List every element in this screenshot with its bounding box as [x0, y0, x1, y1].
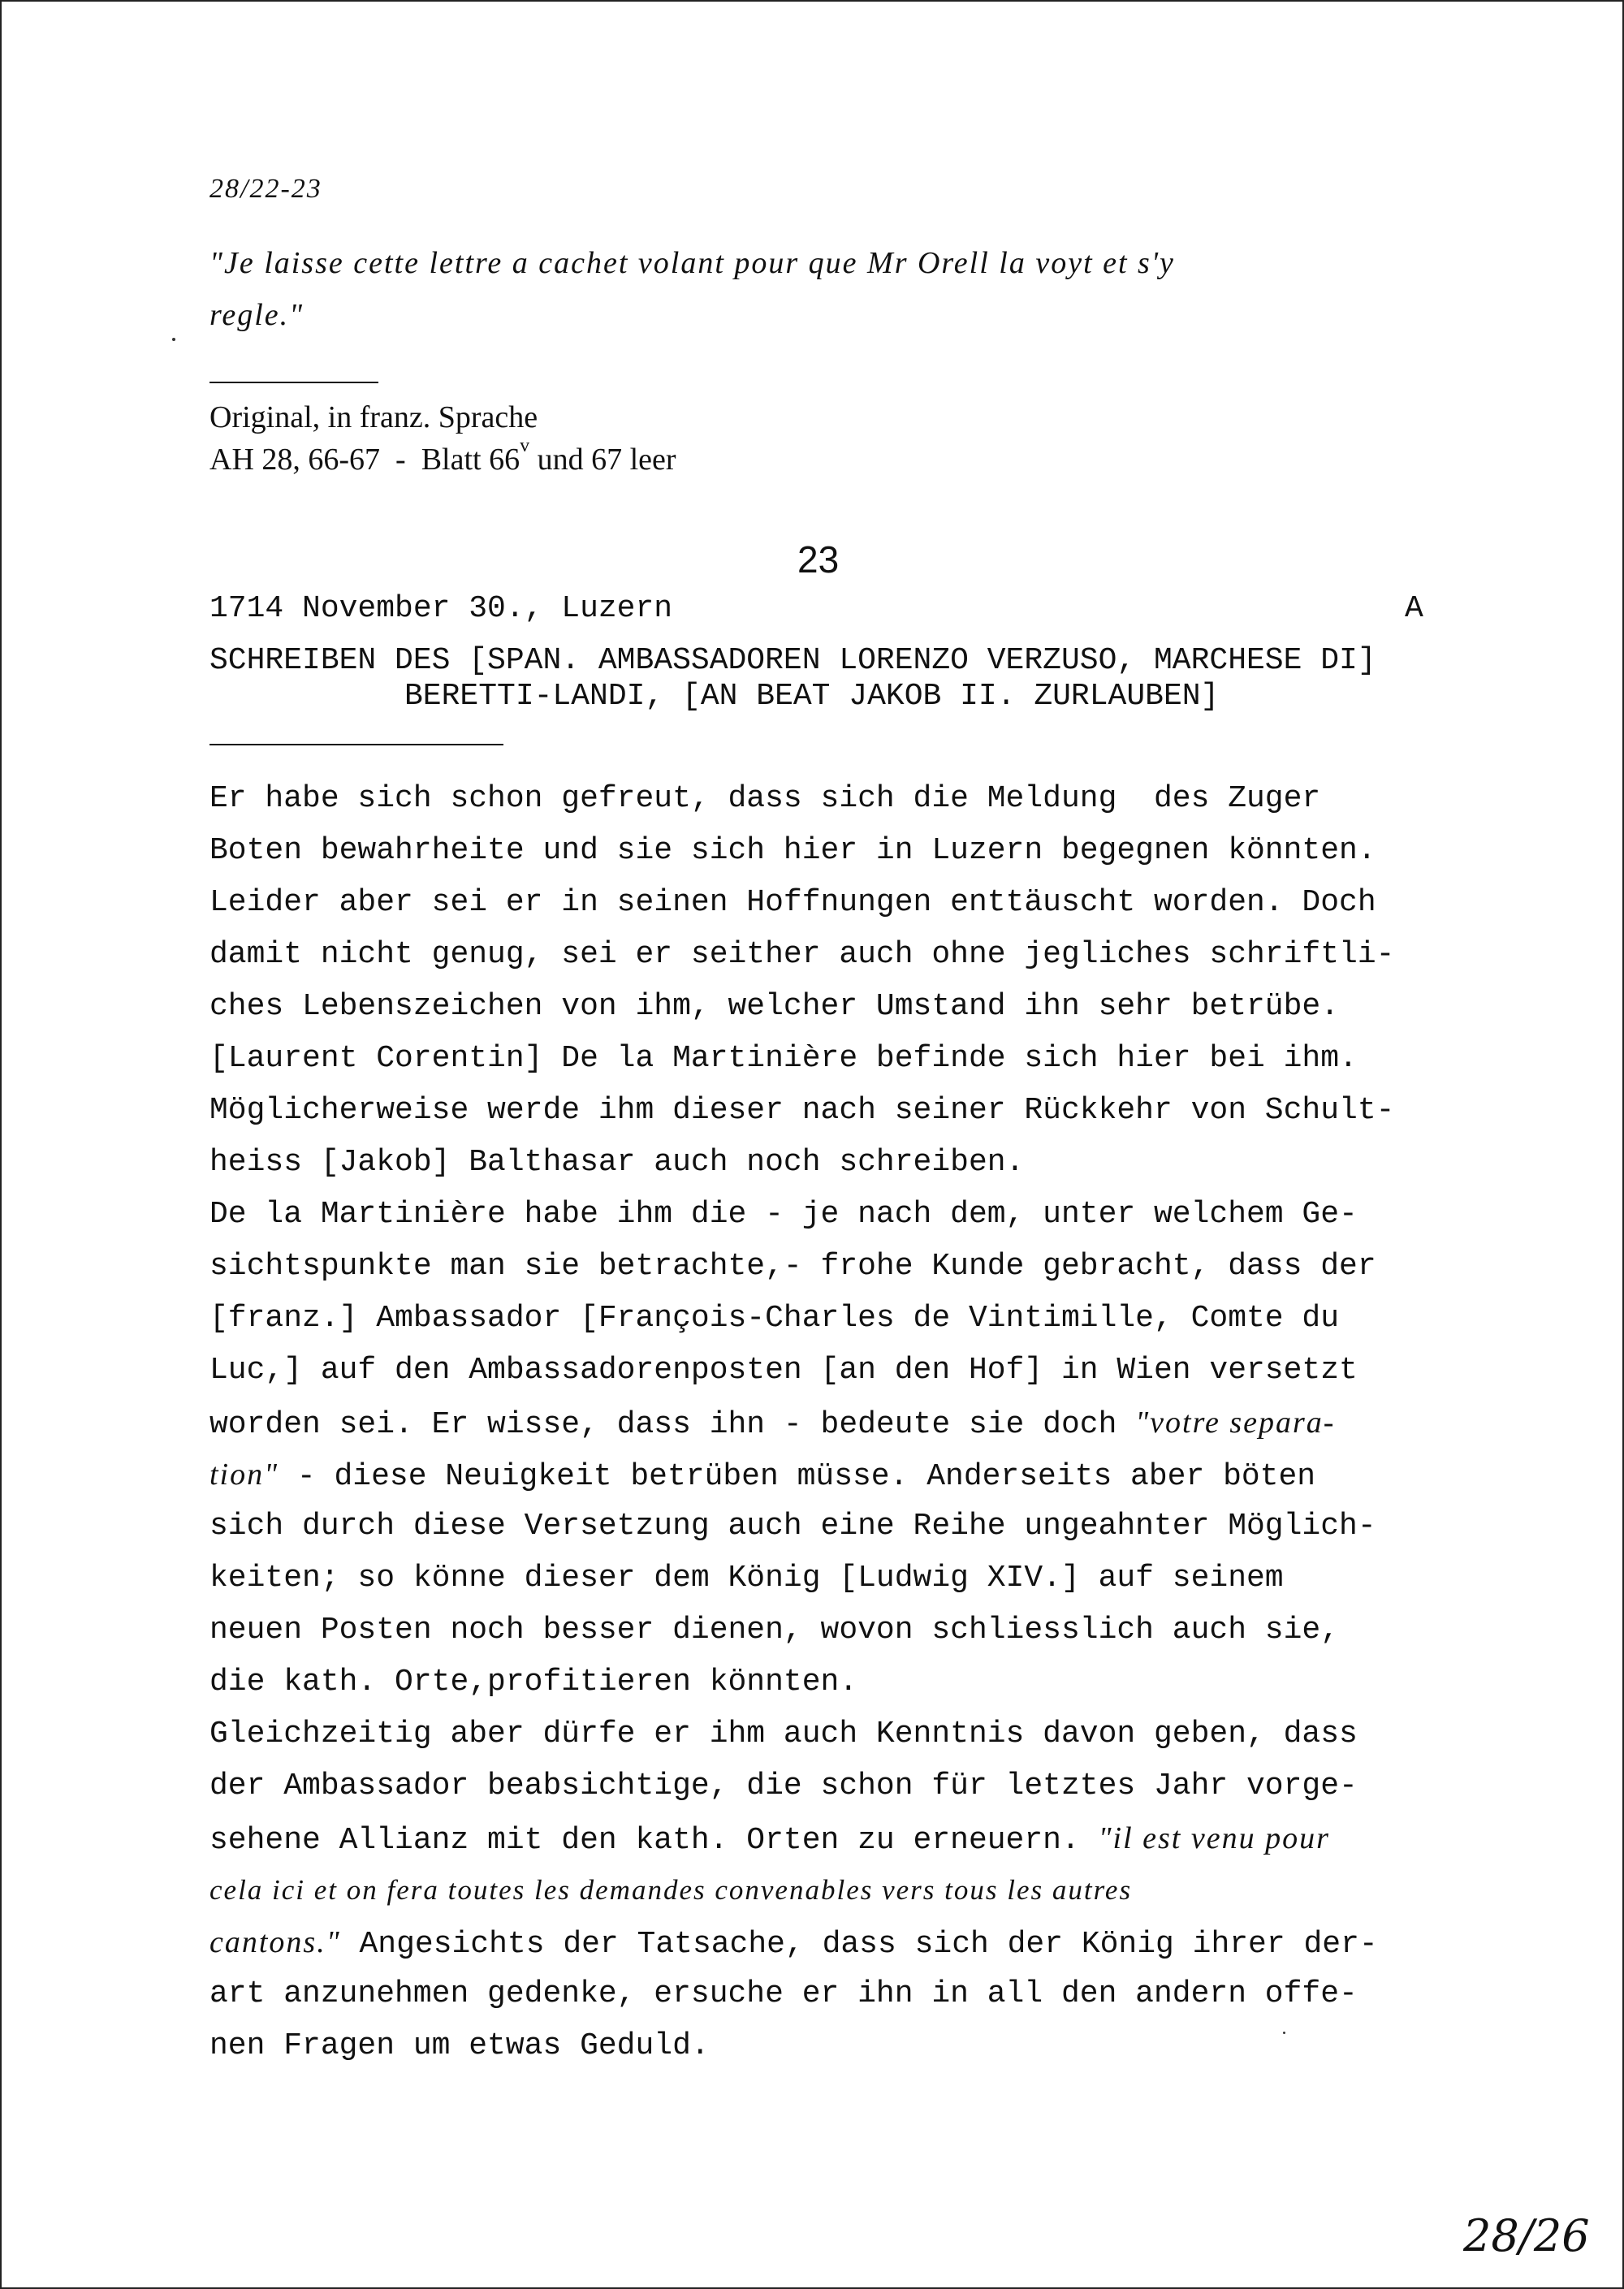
source-archive-ref: AH 28, 66-67 - Blatt 66	[209, 443, 520, 477]
document-type-code: A	[1405, 591, 1423, 626]
body-line: keiten; so könne dieser dem König [Ludwig XIV.] auf seinem	[209, 1561, 1284, 1596]
body-line-text: Angesichts der Tatsache, dass sich der König ihrer der-	[340, 1927, 1378, 1962]
french-quote-inline: "votre separa-	[1135, 1406, 1336, 1440]
body-line: art anzunehmen gedenke, ersuche er ihn in all den andern offe-	[209, 1976, 1358, 2011]
verso-superscript: v	[520, 435, 530, 456]
body-line: die kath. Orte,profitieren könnten.	[209, 1665, 858, 1699]
stray-mark	[1283, 2032, 1285, 2034]
body-line: Gleichzeitig aber dürfe er ihm auch Kenntnis davon geben, dass	[209, 1717, 1358, 1751]
body-line: Leider aber sei er in seinen Hoffnungen enttäuscht worden. Doch	[209, 885, 1376, 920]
quote-line-1: "Je laisse cette lettre a cachet volant pour que Mr Orell la voyt et s'y	[209, 246, 1175, 280]
document-title-line-1: SCHREIBEN DES [SPAN. AMBASSADOREN LORENZO VERZUSO, MARCHESE DI]	[209, 643, 1376, 678]
french-quote-inline: tion"	[209, 1458, 279, 1492]
french-quote-inline: "il est venu pour	[1098, 1821, 1330, 1855]
body-line-french: cela ici et on fera toutes les demandes convenables vers tous les autres	[209, 1874, 1133, 1906]
body-line: der Ambassador beabsichtige, die schon für letztes Jahr vorge-	[209, 1769, 1358, 1803]
body-line	[209, 1406, 1335, 1441]
body-line: nen Fragen um etwas Geduld.	[209, 2028, 710, 2063]
quote-line-2: regle."	[209, 298, 304, 332]
body-line-text: worden sei. Er wisse, dass ihn - bedeute sie doch	[209, 1407, 1136, 1442]
handwritten-page-number: 28/26	[1463, 2210, 1590, 2261]
body-line: Luc,] auf den Ambassadorenposten [an den Hof] in Wien versetzt	[209, 1353, 1358, 1388]
body-line: De la Martinière habe ihm die - je nach dem, unter welchem Ge-	[209, 1197, 1358, 1232]
body-line	[209, 1926, 1378, 1961]
document-date-place: 1714 November 30., Luzern	[209, 591, 673, 626]
body-line-text: - diese Neuigkeit betrüben müsse. Anderseits aber böten	[279, 1459, 1316, 1494]
body-line	[209, 1822, 1330, 1857]
body-line: Boten bewahrheite und sie sich hier in Luzern begegnen könnten.	[209, 833, 1376, 868]
separator-rule-long	[209, 744, 503, 745]
body-line-text: sehene Allianz mit den kath. Orten zu erneuern.	[209, 1823, 1099, 1858]
document-number: 23	[797, 538, 840, 581]
source-archive	[209, 435, 676, 477]
body-line: damit nicht genug, sei er seither auch ohne jegliches schriftli-	[209, 937, 1395, 972]
source-archive-note: und 67 leer	[529, 443, 676, 477]
body-line: ches Lebenszeichen von ihm, welcher Umstand ihn sehr betrübe.	[209, 989, 1340, 1024]
separator-rule-short	[209, 382, 378, 383]
body-line: [franz.] Ambassador [François-Charles de Vintimille, Comte du	[209, 1301, 1340, 1336]
body-line: Möglicherweise werde ihm dieser nach seiner Rückkehr von Schult-	[209, 1093, 1395, 1128]
document-title-line-2: BERETTI-LANDI, [AN BEAT JAKOB II. ZURLAUBEN]	[404, 679, 1220, 714]
body-line	[209, 1458, 1315, 1493]
french-quote-inline: cantons."	[209, 1925, 341, 1959]
body-line: [Laurent Corentin] De la Martinière befinde sich hier bei ihm.	[209, 1041, 1358, 1076]
stray-mark	[172, 338, 175, 341]
reference-number: 28/22-23	[209, 174, 322, 204]
body-line: neuen Posten noch besser dienen, wovon schliesslich auch sie,	[209, 1613, 1340, 1648]
body-line: sichtspunkte man sie betrachte,- frohe Kunde gebracht, dass der	[209, 1249, 1376, 1284]
body-line: heiss [Jakob] Balthasar auch noch schreiben.	[209, 1145, 1025, 1180]
body-line: sich durch diese Versetzung auch eine Reihe ungeahnter Möglich-	[209, 1509, 1376, 1544]
source-language: Original, in franz. Sprache	[209, 400, 538, 434]
body-line: Er habe sich schon gefreut, dass sich die Meldung des Zuger	[209, 781, 1321, 816]
